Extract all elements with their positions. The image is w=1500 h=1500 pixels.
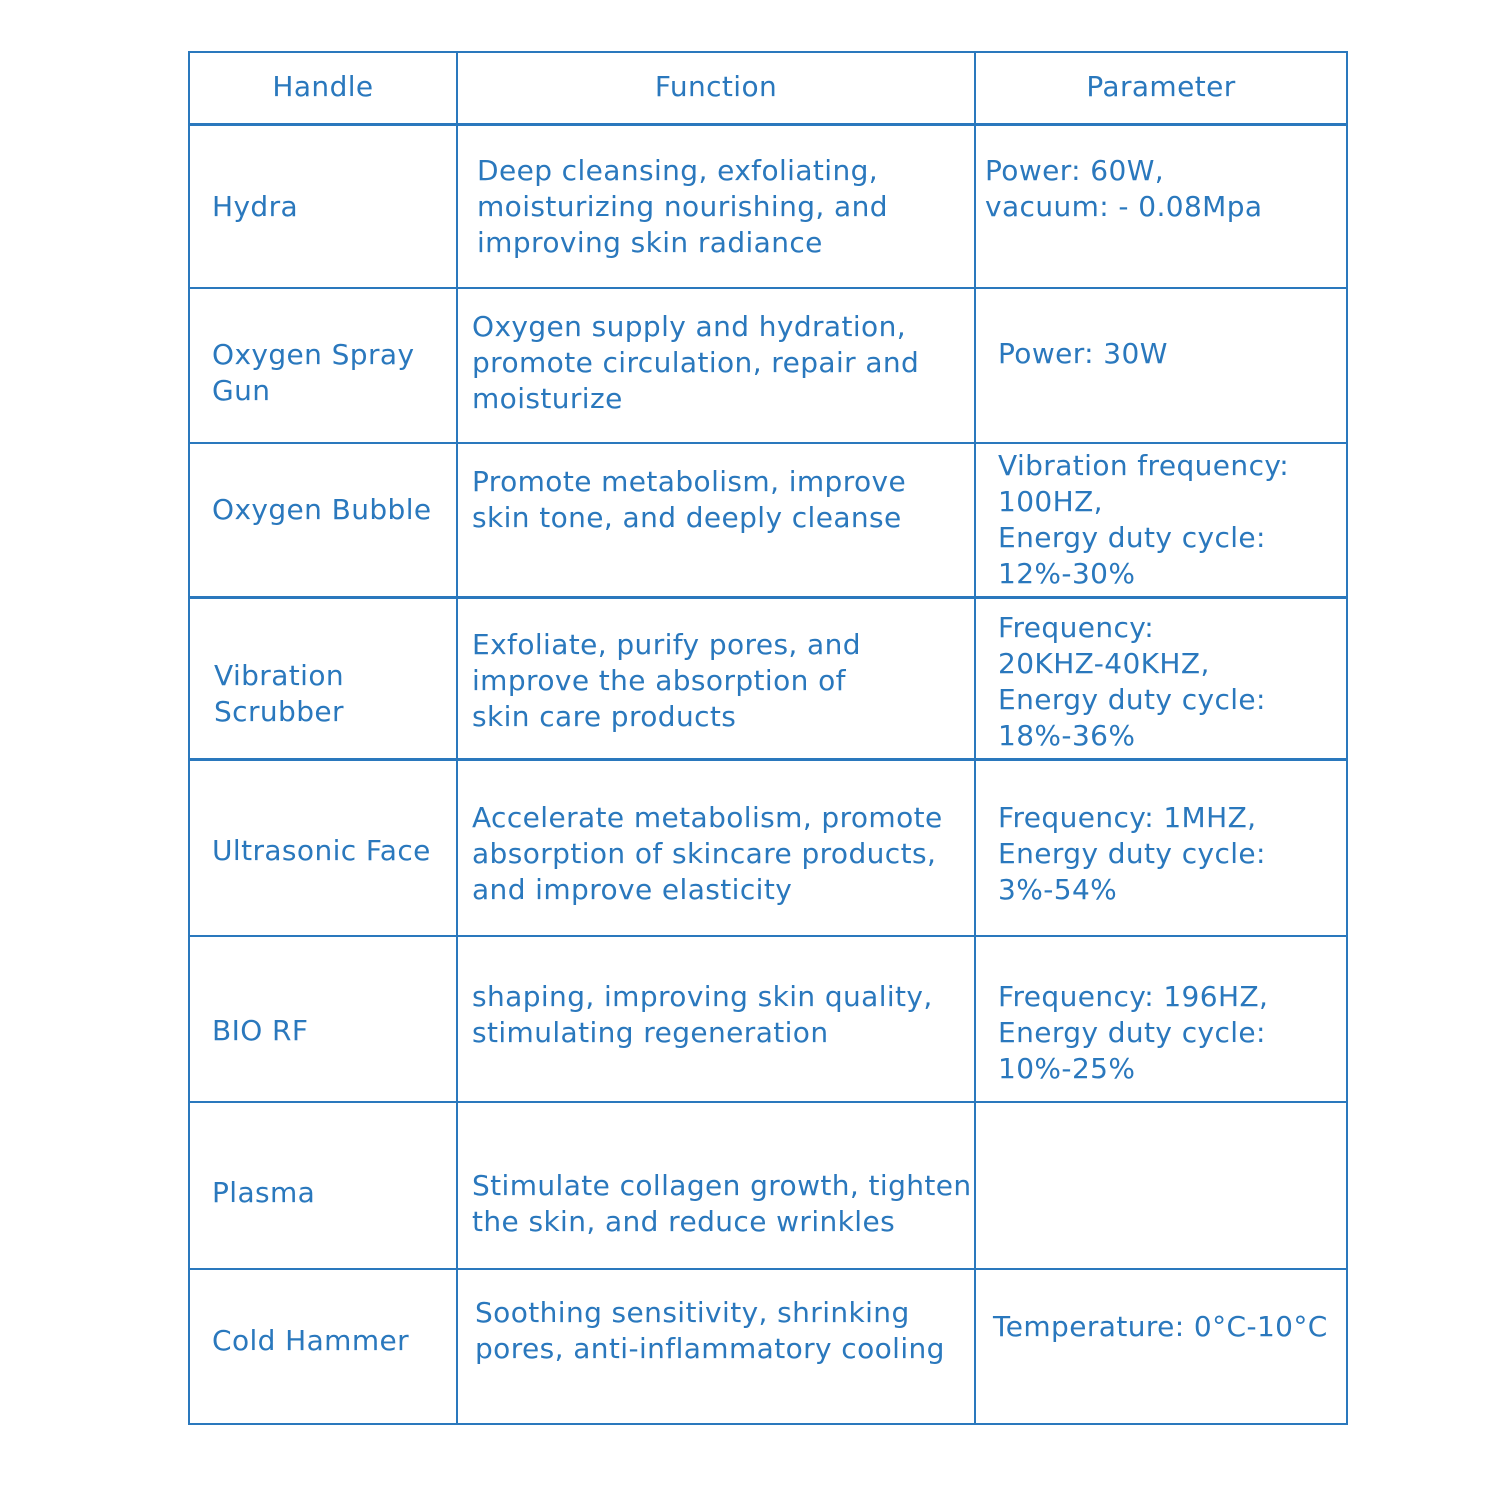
handle-text: Oxygen Spray xyxy=(212,338,415,371)
table-border-right xyxy=(1346,51,1348,1425)
function-text: Oxygen supply and hydration, xyxy=(472,310,907,343)
function-cell xyxy=(472,464,906,536)
parameter-text: 10%-25% xyxy=(998,1052,1136,1085)
parameter-text: 12%-30% xyxy=(998,557,1136,590)
function-text: Soothing sensitivity, shrinking xyxy=(475,1296,910,1329)
parameter-text: vacuum: - 0.08Mpa xyxy=(985,190,1263,223)
table-border-bottom xyxy=(188,1423,1348,1425)
header-parameter: Parameter xyxy=(1086,70,1236,103)
function-text: improving skin radiance xyxy=(477,226,823,259)
handle-text: Scrubber xyxy=(214,695,344,728)
row-divider xyxy=(188,596,1348,599)
function-text: Promote metabolism, improve xyxy=(472,465,907,498)
function-text: skin tone, and deeply cleanse xyxy=(472,501,902,534)
parameter-text: 100HZ, xyxy=(998,485,1103,518)
parameter-text: 20KHZ-40KHZ, xyxy=(998,647,1210,680)
handle-text: Ultrasonic Face xyxy=(212,834,431,867)
function-text: shaping, improving skin quality, xyxy=(472,980,933,1013)
handle-text: Hydra xyxy=(212,190,299,223)
header-handle: Handle xyxy=(272,70,374,103)
function-text: pores, anti-inflammatory cooling xyxy=(475,1332,945,1365)
handle-cell xyxy=(212,833,431,869)
handle-text: Cold Hammer xyxy=(212,1324,410,1357)
parameter-text: Frequency: 196HZ, xyxy=(998,980,1269,1013)
parameter-cell xyxy=(998,448,1289,592)
parameter-cell xyxy=(985,153,1262,225)
row-divider xyxy=(188,1101,1348,1103)
handle-cell xyxy=(212,1175,315,1211)
parameter-text: Power: 60W, xyxy=(985,154,1165,187)
function-text: Exfoliate, purify pores, and xyxy=(472,628,861,661)
column-divider xyxy=(456,51,458,1425)
handle-text: Plasma xyxy=(212,1176,316,1209)
header-divider xyxy=(188,123,1348,126)
parameter-text: 18%-36% xyxy=(998,719,1136,752)
handle-cell xyxy=(212,1013,308,1049)
row-divider xyxy=(188,1268,1348,1270)
function-text: Accelerate metabolism, promote xyxy=(472,801,943,834)
handle-text: Oxygen Bubble xyxy=(212,493,432,526)
parameter-text: Power: 30W xyxy=(998,337,1168,370)
parameter-text: Temperature: 0°C-10°C xyxy=(993,1310,1328,1343)
handle-text: Gun xyxy=(212,374,271,407)
function-text: improve the absorption of xyxy=(472,664,846,697)
parameter-text: Energy duty cycle: xyxy=(998,1016,1266,1049)
function-text: the skin, and reduce wrinkles xyxy=(472,1205,896,1238)
parameter-text: Vibration frequency: xyxy=(998,449,1290,482)
function-cell xyxy=(472,1168,972,1240)
parameter-cell xyxy=(993,1309,1328,1345)
table-border-left xyxy=(188,51,190,1425)
row-divider xyxy=(188,442,1348,444)
function-text: Stimulate collagen growth, tighten xyxy=(472,1169,972,1202)
function-cell xyxy=(477,153,888,261)
function-text: moisturizing nourishing, and xyxy=(477,190,888,223)
function-text: and improve elasticity xyxy=(472,873,793,906)
function-text: skin care products xyxy=(472,700,737,733)
parameter-text: Energy duty cycle: xyxy=(998,521,1266,554)
function-cell xyxy=(472,979,933,1051)
handle-cell xyxy=(212,1323,409,1359)
function-cell xyxy=(472,627,861,735)
handle-cell xyxy=(214,658,344,730)
handle-text: Vibration xyxy=(214,659,344,692)
function-text: Deep cleansing, exfoliating, xyxy=(477,154,879,187)
header-function: Function xyxy=(654,70,778,103)
function-text: promote circulation, repair and xyxy=(472,346,920,379)
column-divider xyxy=(974,51,976,1425)
handle-cell xyxy=(212,337,414,409)
function-text: absorption of skincare products, xyxy=(472,837,937,870)
handle-cell xyxy=(212,492,432,528)
function-cell xyxy=(475,1295,945,1367)
function-cell xyxy=(472,309,919,417)
parameter-cell xyxy=(998,336,1168,372)
parameter-cell xyxy=(998,979,1268,1087)
parameter-cell xyxy=(998,610,1266,754)
row-divider xyxy=(188,287,1348,289)
parameter-cell xyxy=(998,800,1266,908)
function-text: stimulating regeneration xyxy=(472,1016,829,1049)
function-cell xyxy=(472,800,943,908)
table-border-top xyxy=(188,51,1348,53)
row-divider xyxy=(188,935,1348,937)
parameter-text: Frequency: xyxy=(998,611,1155,644)
parameter-text: Energy duty cycle: xyxy=(998,683,1266,716)
spec-table xyxy=(188,51,1348,1425)
parameter-text: 3%-54% xyxy=(998,873,1118,906)
parameter-text: Energy duty cycle: xyxy=(998,837,1266,870)
row-divider xyxy=(188,758,1348,761)
parameter-text: Frequency: 1MHZ, xyxy=(998,801,1257,834)
function-text: moisturize xyxy=(472,382,623,415)
handle-cell xyxy=(212,189,298,225)
handle-text: BIO RF xyxy=(212,1014,309,1047)
